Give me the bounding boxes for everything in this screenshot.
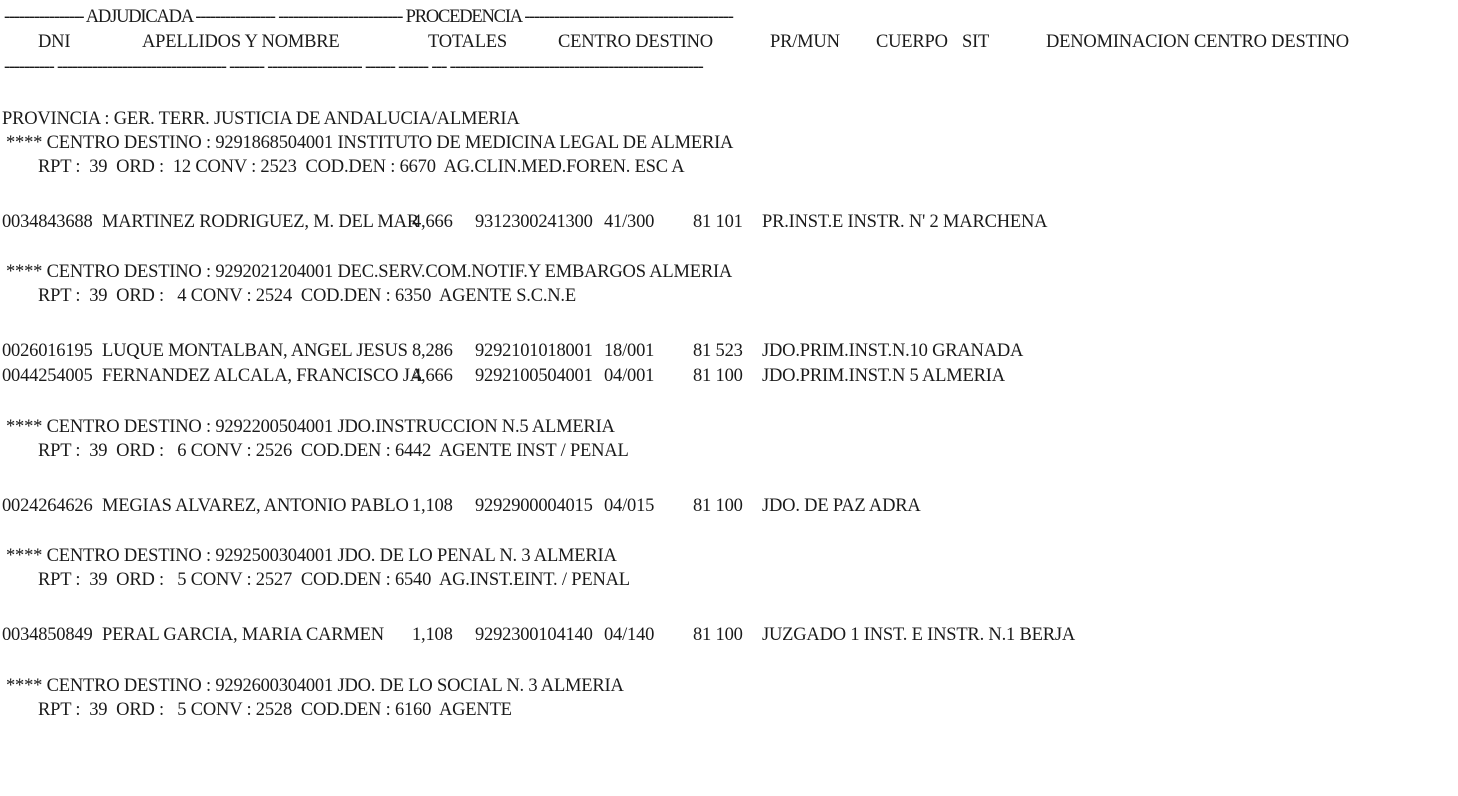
row-nombre: MEGIAS ALVAREZ, ANTONIO PABLO	[102, 496, 409, 516]
rpt-line: RPT : 39 ORD : 5 CONV : 2527 COD.DEN : 6540 AG.INST.EINT. / PENAL	[38, 570, 630, 590]
row-prmun: 41/300	[604, 212, 655, 232]
column-header-dni: DNI	[38, 32, 71, 52]
row-totales: 4,666	[412, 212, 453, 232]
rpt-line: RPT : 39 ORD : 5 CONV : 2528 COD.DEN : 6160 AGENTE	[38, 700, 512, 720]
column-header-centro-destino: CENTRO DESTINO	[558, 32, 713, 52]
row-dni: 0034843688	[2, 212, 93, 232]
row-denominacion: PR.INST.E INSTR. N' 2 MARCHENA	[762, 212, 1048, 232]
centro-destino-heading: **** CENTRO DESTINO : 9292021204001 DEC.SERV.COM.NOTIF.Y EMBARGOS ALMERIA	[6, 262, 733, 282]
row-cuerpo-sit: 81 100	[693, 625, 743, 645]
column-header-cuerpo: CUERPO	[876, 32, 948, 52]
row-cuerpo-sit: 81 523	[693, 341, 743, 361]
row-cuerpo-sit: 81 100	[693, 496, 743, 516]
header-dash-line-top: ---------------- ADJUDICADA ---------------- ------------------------- PROCEDENCIA ------------------------------------------	[4, 7, 733, 27]
row-prmun: 18/001	[604, 341, 655, 361]
column-header-totales: TOTALES	[428, 32, 507, 52]
row-dni: 0034850849	[2, 625, 93, 645]
row-centro: 9312300241300	[475, 212, 593, 232]
rpt-line: RPT : 39 ORD : 6 CONV : 2526 COD.DEN : 6442 AGENTE INST / PENAL	[38, 441, 629, 461]
row-denominacion: JUZGADO 1 INST. E INSTR. N.1 BERJA	[762, 625, 1076, 645]
row-totales: 1,108	[412, 496, 453, 516]
row-denominacion: JDO. DE PAZ ADRA	[762, 496, 921, 516]
row-totales: 4,666	[412, 366, 453, 386]
column-header-sit: SIT	[962, 32, 990, 52]
row-dni: 0024264626	[2, 496, 93, 516]
row-nombre: MARTINEZ RODRIGUEZ, M. DEL MAR	[102, 212, 419, 232]
rpt-line: RPT : 39 ORD : 12 CONV : 2523 COD.DEN : 6670 AG.CLIN.MED.FOREN. ESC A	[38, 157, 685, 177]
row-totales: 1,108	[412, 625, 453, 645]
row-centro: 9292100504001	[475, 366, 593, 386]
centro-destino-heading: **** CENTRO DESTINO : 9292600304001 JDO. DE LO SOCIAL N. 3 ALMERIA	[6, 676, 624, 696]
row-nombre: FERNANDEZ ALCALA, FRANCISCO JA	[102, 366, 423, 386]
row-denominacion: JDO.PRIM.INST.N 5 ALMERIA	[762, 366, 1005, 386]
centro-destino-heading: **** CENTRO DESTINO : 9292200504001 JDO.INSTRUCCION N.5 ALMERIA	[6, 417, 615, 437]
row-prmun: 04/001	[604, 366, 655, 386]
column-header-apellidos-nombre: APELLIDOS Y NOMBRE	[142, 32, 340, 52]
row-prmun: 04/015	[604, 496, 655, 516]
rpt-line: RPT : 39 ORD : 4 CONV : 2524 COD.DEN : 6350 AGENTE S.C.N.E	[38, 286, 576, 306]
provincia-label: PROVINCIA : GER. TERR. JUSTICIA DE ANDALUCIA/ALMERIA	[2, 109, 520, 129]
column-header-pr-mun: PR/MUN	[770, 32, 840, 52]
row-dni: 0026016195	[2, 341, 93, 361]
column-header-denominacion: DENOMINACION CENTRO DESTINO	[1046, 32, 1349, 52]
row-dni: 0044254005	[2, 366, 93, 386]
row-nombre: PERAL GARCIA, MARIA CARMEN	[102, 625, 384, 645]
row-denominacion: JDO.PRIM.INST.N.10 GRANADA	[762, 341, 1024, 361]
row-centro: 9292101018001	[475, 341, 593, 361]
row-centro: 9292900004015	[475, 496, 593, 516]
header-dash-line-bottom: ---------- ---------------------------------- ------- ------------------- ------ ------ --- ---------------------------------------------------	[4, 57, 703, 77]
row-prmun: 04/140	[604, 625, 655, 645]
row-cuerpo-sit: 81 101	[693, 212, 743, 232]
centro-destino-heading: **** CENTRO DESTINO : 9292500304001 JDO. DE LO PENAL N. 3 ALMERIA	[6, 546, 617, 566]
row-centro: 9292300104140	[475, 625, 593, 645]
row-nombre: LUQUE MONTALBAN, ANGEL JESUS	[102, 341, 408, 361]
row-cuerpo-sit: 81 100	[693, 366, 743, 386]
centro-destino-heading: **** CENTRO DESTINO : 9291868504001 INSTITUTO DE MEDICINA LEGAL DE ALMERIA	[6, 133, 734, 153]
row-totales: 8,286	[412, 341, 453, 361]
